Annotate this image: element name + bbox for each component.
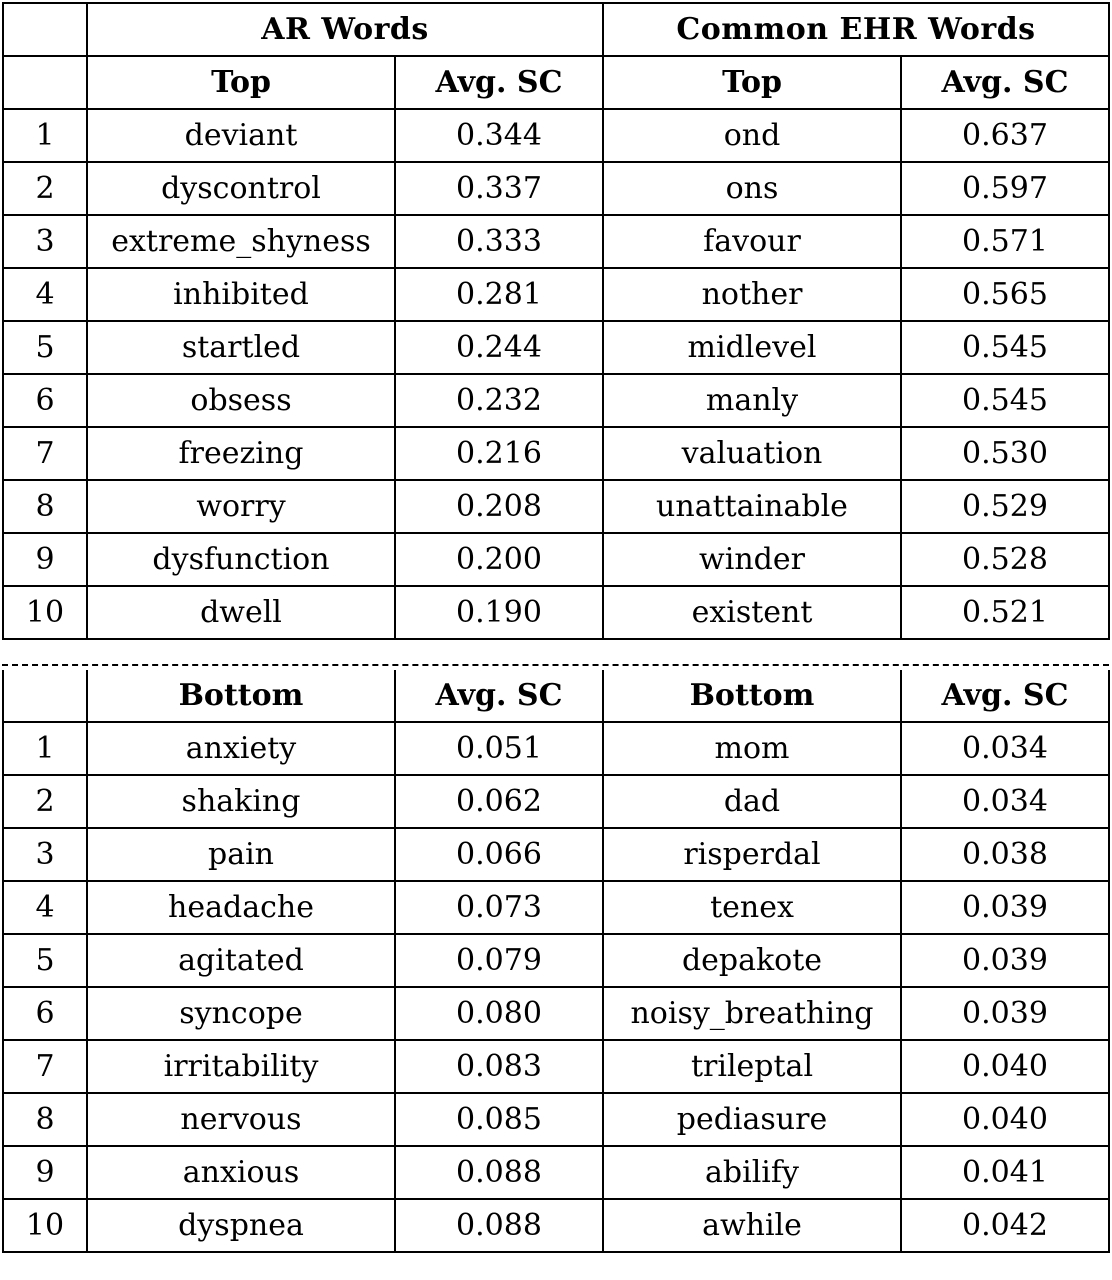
ar-word-cell: dysfunction	[87, 533, 395, 586]
ehr-sc-cell: 0.039	[901, 987, 1109, 1040]
ar-sc-cell: 0.333	[395, 215, 603, 268]
ar-word-cell: dwell	[87, 586, 395, 639]
ar-sc-cell: 0.216	[395, 427, 603, 480]
ar-sc-cell: 0.344	[395, 109, 603, 162]
ar-word-cell: syncope	[87, 987, 395, 1040]
rank-cell: 9	[3, 533, 87, 586]
rank-cell: 3	[3, 215, 87, 268]
ehr-word-cell: midlevel	[603, 321, 901, 374]
ar-sc-cell: 0.244	[395, 321, 603, 374]
rank-cell: 10	[3, 586, 87, 639]
ehr-word-cell: noisy_breathing	[603, 987, 901, 1040]
ehr-sc-cell: 0.038	[901, 828, 1109, 881]
ehr-sc-cell: 0.039	[901, 934, 1109, 987]
group-header-row	[3, 3, 1109, 56]
ehr-word-cell: trileptal	[603, 1040, 901, 1093]
ehr-sc-cell: 0.530	[901, 427, 1109, 480]
ar-sc-cell: 0.281	[395, 268, 603, 321]
ehr-sc-cell: 0.034	[901, 722, 1109, 775]
ehr-word-cell: dad	[603, 775, 901, 828]
ar-sc-cell: 0.083	[395, 1040, 603, 1093]
ar-word-cell: irritability	[87, 1040, 395, 1093]
ar-avg-sc-header: Avg. SC	[395, 56, 603, 109]
ehr-sc-cell: 0.034	[901, 775, 1109, 828]
ar-sc-cell: 0.079	[395, 934, 603, 987]
ar-sc-cell: 0.073	[395, 881, 603, 934]
ehr-word-cell: depakote	[603, 934, 901, 987]
ar-word-cell: shaking	[87, 775, 395, 828]
ehr-sc-cell: 0.571	[901, 215, 1109, 268]
ehr-sc-cell: 0.545	[901, 374, 1109, 427]
bottom-word-row	[3, 775, 1109, 828]
ar-word-cell: dyspnea	[87, 1199, 395, 1252]
ar-sc-cell: 0.088	[395, 1199, 603, 1252]
ehr-word-cell: unattainable	[603, 480, 901, 533]
bottom-word-row	[3, 1199, 1109, 1252]
rank-cell: 9	[3, 1146, 87, 1199]
section-divider	[2, 664, 1109, 666]
ar-word-cell: inhibited	[87, 268, 395, 321]
ar-sc-cell: 0.080	[395, 987, 603, 1040]
top-word-row	[3, 586, 1109, 639]
ehr-bottom-avg-sc-header: Avg. SC	[901, 670, 1109, 722]
ar-word-cell: nervous	[87, 1093, 395, 1146]
ar-sc-cell: 0.051	[395, 722, 603, 775]
rank-cell: 8	[3, 1093, 87, 1146]
ar-word-cell: anxiety	[87, 722, 395, 775]
ar-bottom-avg-sc-header: Avg. SC	[395, 670, 603, 722]
rank-cell: 5	[3, 321, 87, 374]
ehr-sc-cell: 0.565	[901, 268, 1109, 321]
rank-cell: 3	[3, 828, 87, 881]
ar-sc-cell: 0.190	[395, 586, 603, 639]
rank-cell: 2	[3, 775, 87, 828]
ehr-sc-cell: 0.041	[901, 1146, 1109, 1199]
top-word-row	[3, 533, 1109, 586]
ehr-word-cell: pediasure	[603, 1093, 901, 1146]
ehr-words-header: Common EHR Words	[603, 3, 1109, 56]
ehr-word-cell: favour	[603, 215, 901, 268]
ehr-avg-sc-header: Avg. SC	[901, 56, 1109, 109]
rank-subheader-empty	[3, 56, 87, 109]
ar-word-cell: worry	[87, 480, 395, 533]
rank-header-empty	[3, 3, 87, 56]
ehr-word-cell: ons	[603, 162, 901, 215]
ehr-word-cell: ond	[603, 109, 901, 162]
ehr-bottom-header: Bottom	[603, 670, 901, 722]
ehr-sc-cell: 0.040	[901, 1040, 1109, 1093]
ar-word-cell: dyscontrol	[87, 162, 395, 215]
ar-sc-cell: 0.085	[395, 1093, 603, 1146]
rank-cell: 5	[3, 934, 87, 987]
rank-cell: 10	[3, 1199, 87, 1252]
rank-bottom-subheader-empty	[3, 670, 87, 722]
ehr-sc-cell: 0.521	[901, 586, 1109, 639]
ehr-word-cell: awhile	[603, 1199, 901, 1252]
ehr-word-cell: mom	[603, 722, 901, 775]
ar-word-cell: headache	[87, 881, 395, 934]
rank-cell: 4	[3, 881, 87, 934]
rank-cell: 7	[3, 1040, 87, 1093]
ehr-word-cell: manly	[603, 374, 901, 427]
top-word-row	[3, 268, 1109, 321]
bottom-word-row	[3, 987, 1109, 1040]
ehr-sc-cell: 0.637	[901, 109, 1109, 162]
ehr-sc-cell: 0.042	[901, 1199, 1109, 1252]
rank-cell: 6	[3, 374, 87, 427]
ar-word-cell: startled	[87, 321, 395, 374]
ehr-word-cell: tenex	[603, 881, 901, 934]
top-words-table	[2, 2, 1110, 640]
ar-sc-cell: 0.232	[395, 374, 603, 427]
top-word-row	[3, 427, 1109, 480]
bottom-word-row	[3, 881, 1109, 934]
bottom-sub-header-row	[3, 670, 1109, 722]
ehr-word-cell: risperdal	[603, 828, 901, 881]
top-word-row	[3, 162, 1109, 215]
sub-header-row	[3, 56, 1109, 109]
ehr-sc-cell: 0.039	[901, 881, 1109, 934]
rank-cell: 7	[3, 427, 87, 480]
rank-cell: 2	[3, 162, 87, 215]
ar-word-cell: deviant	[87, 109, 395, 162]
ar-word-cell: agitated	[87, 934, 395, 987]
rank-cell: 6	[3, 987, 87, 1040]
ehr-sc-cell: 0.528	[901, 533, 1109, 586]
top-word-row	[3, 374, 1109, 427]
ar-word-cell: extreme_shyness	[87, 215, 395, 268]
ar-word-cell: pain	[87, 828, 395, 881]
bottom-words-table	[2, 670, 1110, 1253]
ehr-word-cell: valuation	[603, 427, 901, 480]
bottom-word-row	[3, 1040, 1109, 1093]
ar-sc-cell: 0.088	[395, 1146, 603, 1199]
ar-top-header: Top	[87, 56, 395, 109]
ehr-sc-cell: 0.597	[901, 162, 1109, 215]
top-word-row	[3, 215, 1109, 268]
top-word-row	[3, 109, 1109, 162]
rank-cell: 1	[3, 722, 87, 775]
ehr-sc-cell: 0.040	[901, 1093, 1109, 1146]
rank-cell: 1	[3, 109, 87, 162]
bottom-word-row	[3, 1146, 1109, 1199]
ar-sc-cell: 0.066	[395, 828, 603, 881]
bottom-word-row	[3, 934, 1109, 987]
bottom-word-row	[3, 1093, 1109, 1146]
ar-sc-cell: 0.208	[395, 480, 603, 533]
ehr-word-cell: abilify	[603, 1146, 901, 1199]
ar-sc-cell: 0.200	[395, 533, 603, 586]
ar-bottom-header: Bottom	[87, 670, 395, 722]
ehr-word-cell: existent	[603, 586, 901, 639]
top-word-row	[3, 321, 1109, 374]
ar-sc-cell: 0.062	[395, 775, 603, 828]
bottom-word-row	[3, 828, 1109, 881]
top-words-body	[3, 3, 1109, 639]
ehr-top-header: Top	[603, 56, 901, 109]
ar-sc-cell: 0.337	[395, 162, 603, 215]
top-word-row	[3, 480, 1109, 533]
rank-cell: 4	[3, 268, 87, 321]
rank-cell: 8	[3, 480, 87, 533]
ehr-sc-cell: 0.529	[901, 480, 1109, 533]
ehr-word-cell: winder	[603, 533, 901, 586]
ar-words-header: AR Words	[87, 3, 603, 56]
ar-word-cell: anxious	[87, 1146, 395, 1199]
ehr-word-cell: nother	[603, 268, 901, 321]
bottom-words-body	[3, 670, 1109, 1252]
ar-word-cell: freezing	[87, 427, 395, 480]
ar-word-cell: obsess	[87, 374, 395, 427]
bottom-word-row	[3, 722, 1109, 775]
ehr-sc-cell: 0.545	[901, 321, 1109, 374]
